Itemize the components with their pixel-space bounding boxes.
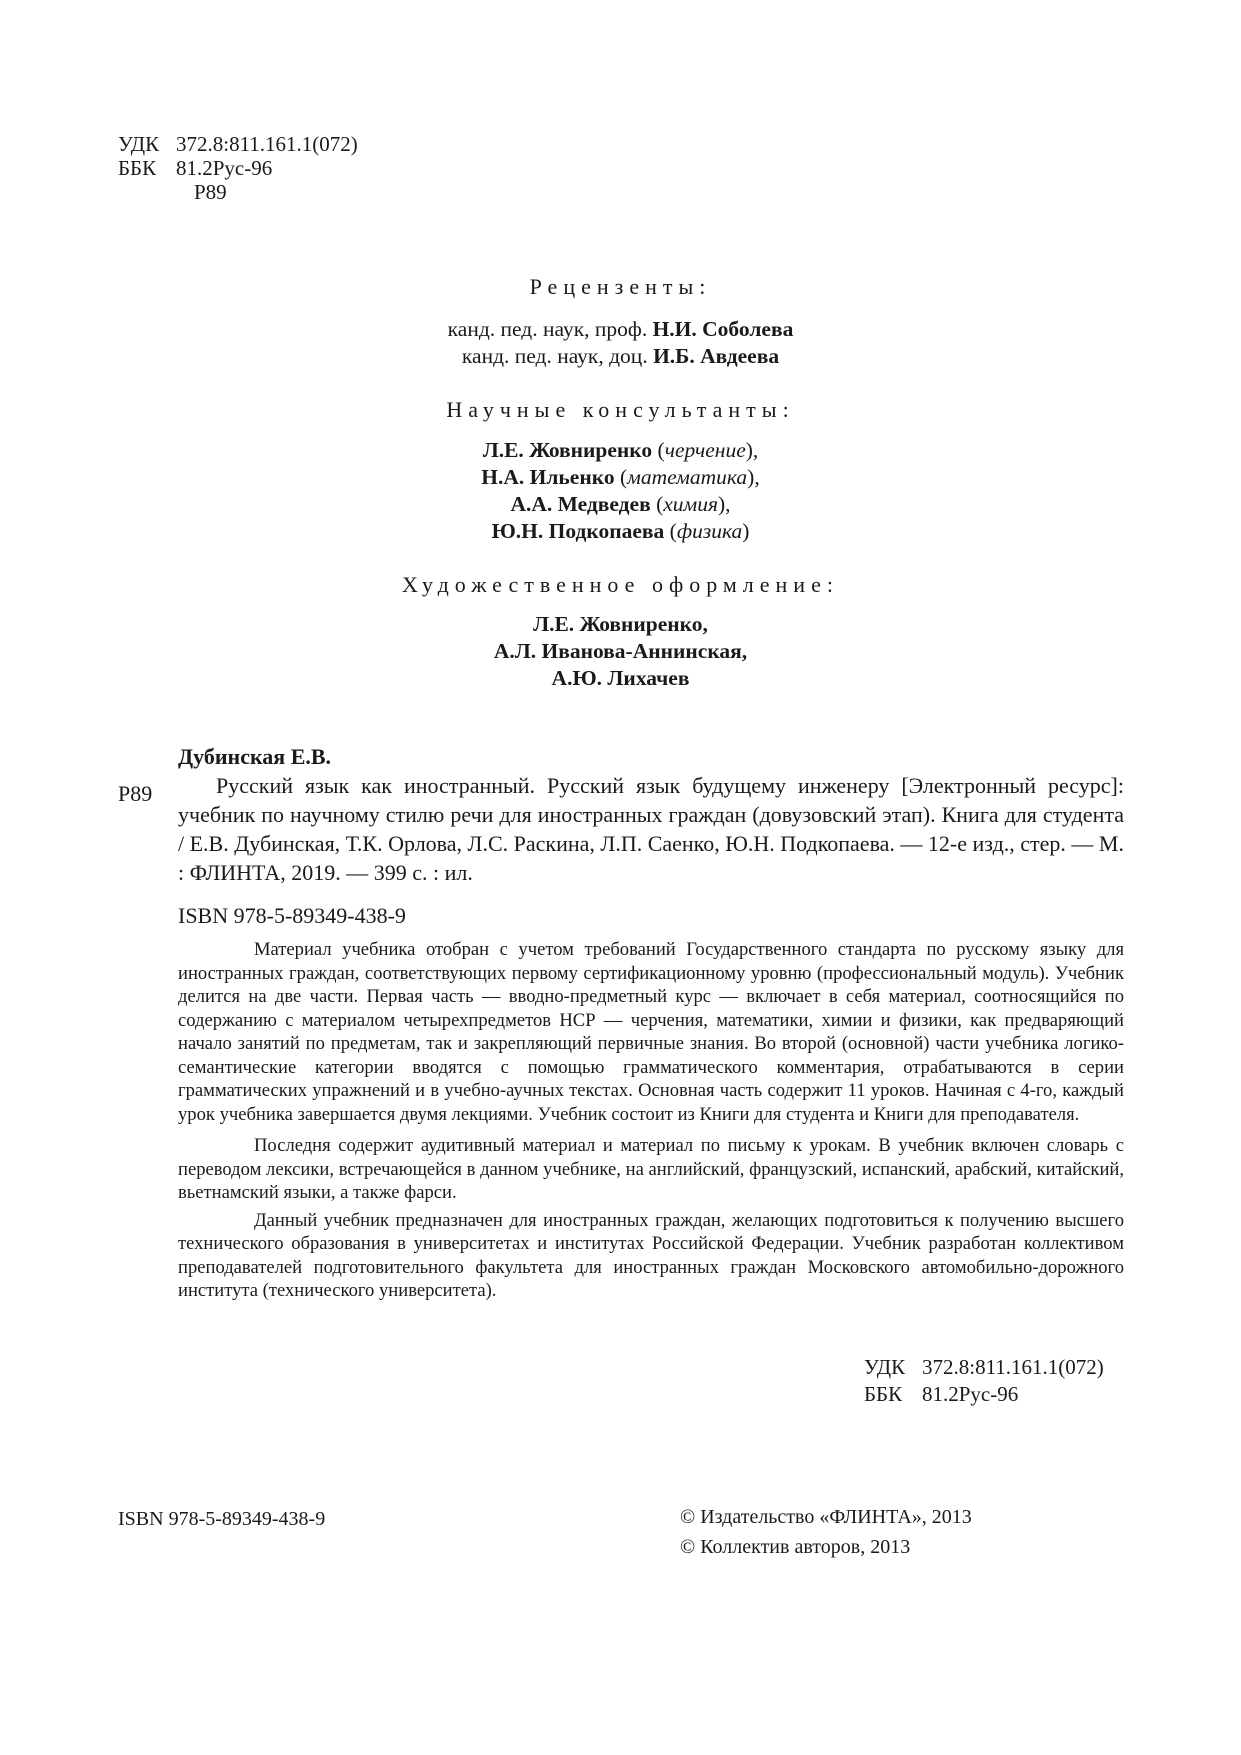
copyright-authors: © Коллектив авторов, 2013 [680,1536,911,1558]
consultant-4-end: ) [742,519,750,543]
consultants-heading: Научные консультанты: [446,397,795,422]
footer-bbk-row [864,1381,1104,1408]
footer-isbn: ISBN 978-5-89349-438-9 [118,1508,326,1530]
reviewer-2 [0,343,1241,370]
consultant-1-end: ), [745,438,759,462]
art-designer-3-name: А.Ю. Лихачев [551,666,690,690]
consultant-3-name: А.А. Медведев [510,492,651,516]
annotation-paragraph-3: Данный учебник предназначен для иностранных граждан, желающих подготовиться к получению высшего технического образования в университетах и институтах Российской Федерации. Учебник разработан коллективом преподавателей подготовительного факультета для иностранных граждан Московского автомобильно-дорожного института (технического университета). [178,1209,1124,1301]
bbk-row [118,156,358,180]
consultant-4-subject: физика [676,519,743,543]
art-designer-2 [0,638,1241,665]
biblio-mark: Р89 [118,781,153,806]
consultant-2-end: ), [747,465,760,489]
consultant-1-subject: черчение [664,438,746,462]
footer-udk-value: 372.8:811.161.1(072) [922,1355,1104,1379]
annotation [178,938,1124,1303]
reviewer-2-name: И.Б. Авдеева [653,344,780,368]
footer-udk-label: УДК [864,1355,906,1379]
biblio-text: Русский язык как иностранный. Русский язык будущему инженеру [Электронный ресурс]: учебник по научному стилю речи для иностранных граждан (довузовский этап). Книга для студента / Е.В. Дубинская, Т.К. Орлова, Л.С. Раскина, Л.П. Саенко, Ю.Н. Подкопаева. — 12-е изд., стер. — М. : ФЛИНТА, 2019. — 399 с. : ил. [178,773,1124,885]
udk-row [118,132,358,156]
consultant-1-name: Л.Е. Жовниренко [482,438,653,462]
consultant-4: Ю.Н. Подкопаева (физика) [491,519,750,543]
consultant-2-name: Н.А. Ильенко [481,465,615,489]
footer-udk-row [864,1354,1104,1381]
footer-bbk-value: 81.2Рус-96 [922,1382,1019,1406]
biblio-author: Дубинская Е.В. [178,744,332,769]
bbk-label: ББК [118,156,157,180]
consultant-2-subject: математика [627,465,748,489]
art-designer-1-name: Л.Е. Жовниренко, [533,612,708,636]
annotation-paragraph-2: Последня содержит аудитивный материал и материал по письму к урокам. В учебник включен словарь с переводом лексики, встречающейся в данном учебнике, на английский, французский, испанский, арабский, китайский, вьетнамский языки, а также фарси. [178,1135,1124,1203]
copyright-publisher: © Издательство «ФЛИНТА», 2013 [680,1506,972,1528]
footer-bbk-label: ББК [864,1382,903,1406]
consultant-3-subject: химия [663,492,718,516]
annotation-paragraph-1: Материал учебника отобран с учетом требований Государственного стандарта по русскому языку для иностранных граждан, соответствующих первому сертификационному уровню (профессиональный модуль). Учебник делится на две части. Первая часть — вводно-предметный курс — включает в себя материал, соотносящийся по содержанию с материалом четырехпредметов НСР — черчения, математики, химии и физики, как предваряющий начало занятий по предметам, так и закрепляющий первичные знания. Во второй (основной) части учебника логико-семантические категории вводятся с помощью грамматического комментария, отрабатываются в серии грамматических упражнений и в учебно-аучных текстах. Основная часть содержит 11 уроков. Начиная с 4-го, каждый урок учебника завершается двумя лекциями. Учебник состоит из Книги для студента и Книги для преподавателя. [178,939,1124,1125]
copyright-block [680,1502,972,1562]
udk-value: 372.8:811.161.1(072) [176,132,358,156]
bbk-value: 81.2Рус-96 [176,156,273,180]
consultant-1: Л.Е. Жовниренко (черчение), [482,438,759,462]
reviewer-2-title: канд. пед. наук, доц. [461,344,648,368]
consultant-3-end: ), [718,492,731,516]
art-designer-1 [0,611,1241,638]
footer-classification [864,1354,1104,1408]
reviewer-1 [0,316,1241,343]
classification-block [118,132,358,204]
udk-label: УДК [118,132,160,156]
biblio-isbn: ISBN 978-5-89349-438-9 [178,903,406,928]
author-mark: Р89 [194,180,227,204]
art-designer-3 [0,665,1241,692]
reviewer-1-name: Н.И. Соболева [652,317,794,341]
art-design-heading: Художественное оформление: [402,572,839,597]
art-designer-2-name: А.Л. Иванова-Аннинская, [493,639,748,663]
reviewers-heading: Рецензенты: [529,274,712,299]
consultant-4-name: Ю.Н. Подкопаева [491,519,665,543]
consultant-3: А.А. Медведев (химия), [510,492,731,516]
consultant-2: Н.А. Ильенко (математика), [481,465,760,489]
reviewer-1-title: канд. пед. наук, проф. [447,317,648,341]
